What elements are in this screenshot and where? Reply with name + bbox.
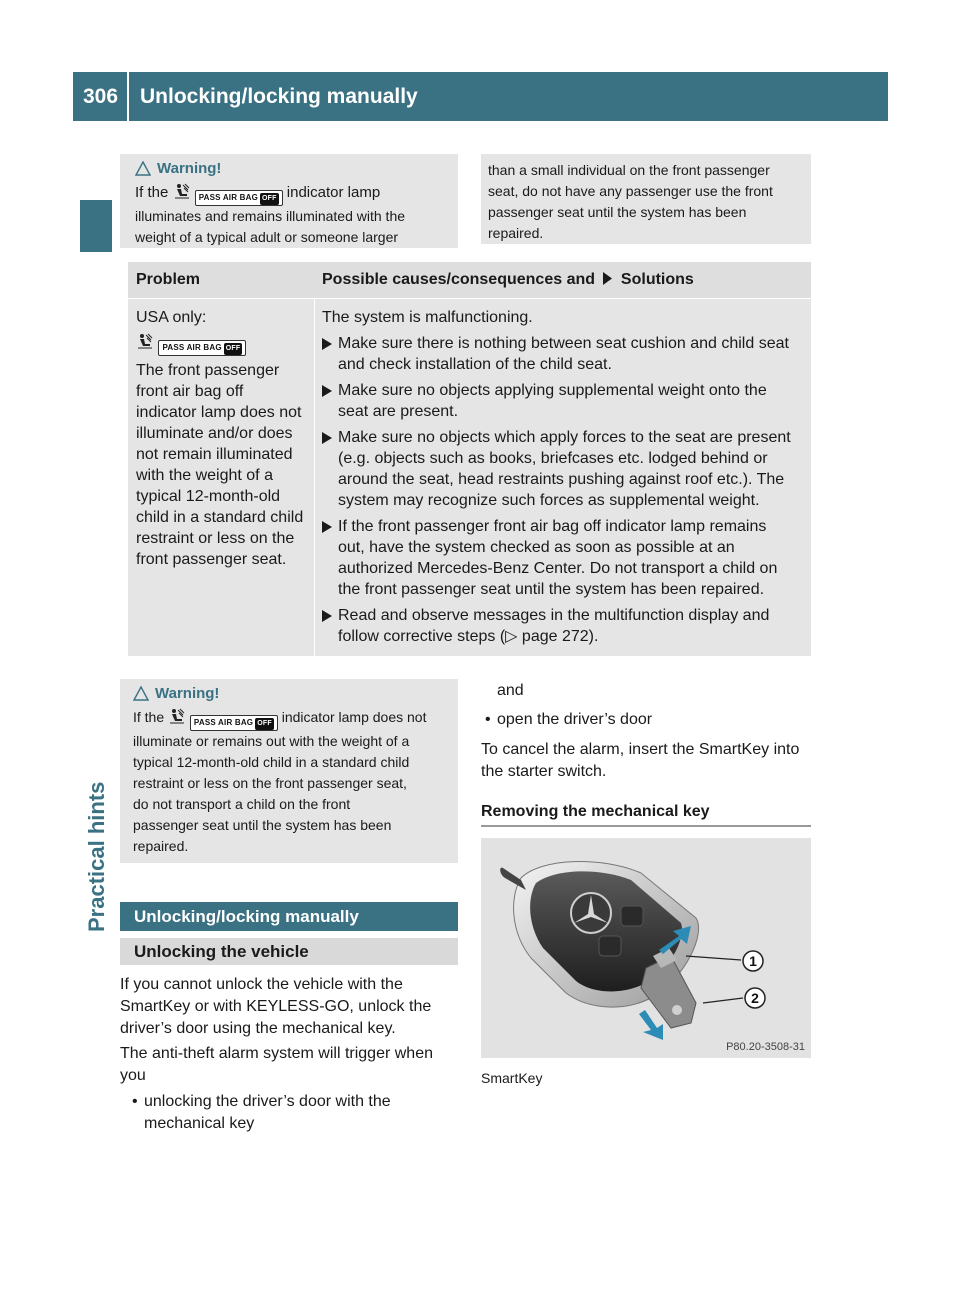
smartkey-figure [481,838,811,1058]
text-line: To cancel the alarm, insert the SmartKey into [481,741,800,758]
problem-line: The front passenger [136,362,280,379]
text-line: mechanical key [144,1115,255,1132]
subheading-removing-key: Removing the mechanical key [481,803,811,827]
badge-off: OFF [224,343,243,355]
problem-table [128,262,811,656]
section-heading: Unlocking/locking manually [120,902,458,931]
text-line: The anti-theft alarm system will trigger when [120,1045,433,1062]
action-arrow-icon [322,385,333,422]
problem-line: restraint or less on the [136,530,295,547]
figure-code: P80.20-3508-31 [726,1041,805,1053]
warning-line: repaired. [488,225,544,241]
page-title: Unlocking/locking manually [140,85,418,108]
paragraph-alarm [120,1043,465,1087]
problem-title: USA only: [136,309,207,326]
solution-line: out, have the system checked as soon as possible at an [338,539,735,556]
warning-box-2 [120,679,458,863]
solution-line: the front passenger seat until the system has been repaired. [338,581,765,598]
badge-off: OFF [260,193,279,205]
warning-line: passenger seat until the system has been [488,204,747,220]
airbag-seat-icon [136,333,154,350]
cause-text: The system is malfunctioning. [322,309,533,326]
warning-line: weight of a typical adult or someone larger [135,229,399,245]
warning-title [133,685,450,702]
warning-title-text: Warning! [155,685,220,702]
warning-box-1-continued [481,154,811,244]
problem-line: child in a standard child [136,509,304,526]
side-tab-label: Practical hints [84,781,109,932]
problem-description [136,360,314,570]
solution-line: (e.g. objects such as books, briefcases etc. lodged behind or [338,450,768,467]
solution-line: system may recognize such forces as supplemental weight. [338,492,760,509]
text-line: driver’s door using the mechanical key. [120,1020,396,1037]
indicator-icons [136,332,314,354]
solution-line: Make sure no objects which apply forces to the seat are present [338,429,791,446]
warning-box-1 [120,154,458,248]
problem-line: front passenger seat. [136,551,287,568]
text-line: SmartKey or with KEYLESS-GO, unlock the [120,998,432,1015]
action-arrow-icon [322,521,333,600]
pass-air-bag-off-icon [195,190,283,206]
action-arrow-icon [322,338,333,375]
paragraph-cancel-alarm [481,739,816,783]
text-line: open the driver’s door [497,711,653,728]
warning-body [133,707,450,857]
text-line: If you cannot unlock the vehicle with the [120,976,403,993]
badge-off: OFF [255,718,274,730]
bullet-item [132,1091,454,1135]
solution-step [322,427,805,511]
solution-line: authorized Mercedes-Benz Center. Do not transport a child on [338,560,778,577]
warning-line: seat, do not have any passenger use the front [488,183,773,199]
smartkey-illustration [481,838,811,1058]
column-header-solutions [322,262,694,298]
column-header-text: Solutions [620,271,694,288]
warning-line: repaired. [133,838,189,854]
warning-line: illuminate or remains out with the weight of a [133,733,410,749]
column-header-text: Possible causes/consequences and [322,271,596,288]
warning-triangle-icon [135,161,151,176]
solution-line: If the front passenger front air bag off indicator lamp remains [338,518,767,535]
text-and: and [497,682,524,699]
problem-line: indicator lamp does not [136,404,302,421]
solution-line: Read and observe messages in the multifunction display and [338,607,770,624]
solution-line: and check installation of the child seat. [338,356,612,373]
action-arrow-icon [322,610,333,647]
airbag-seat-icon [173,183,191,200]
page-reference-link[interactable]: follow corrective steps (▷ page 272). [338,628,599,645]
solution-step [322,333,805,375]
table-cell-problem [128,299,314,656]
header-divider [127,72,129,121]
callout-1-label: 1 [749,953,757,969]
warning-text: If the [133,709,165,725]
warning-body [135,182,448,248]
warning-title-text: Warning! [157,160,222,177]
problem-line: front air bag off [136,383,244,400]
warning-title [135,160,448,177]
solution-step [322,516,805,600]
warning-line: typical 12-month-old child in a standard child [133,754,410,770]
pass-air-bag-off-icon [190,715,278,731]
subsection-heading: Unlocking the vehicle [120,938,458,965]
solution-line: Make sure there is nothing between seat cushion and child seat [338,335,789,352]
solution-line: around the seat, head restraints pushing against roof etc.). The [338,471,785,488]
text-line: the starter switch. [481,763,607,780]
paragraph-unlock-intro [120,974,460,1040]
badge-text: PASS AIR BAG [198,193,258,202]
problem-line: not remain illuminated [136,446,293,463]
pass-air-bag-off-icon [158,340,246,356]
table-header [128,262,811,298]
text-line: you [120,1067,146,1084]
page-number: 306 [83,85,119,108]
action-arrow-icon [602,272,613,285]
warning-line: illuminates and remains illuminated with the [135,208,406,224]
solution-line: seat are present. [338,403,459,420]
badge-text: PASS AIR BAG [193,718,254,727]
text-line: unlocking the driver’s door with the [144,1093,391,1110]
column-header-problem: Problem [136,271,201,288]
callout-2-label: 2 [751,990,759,1006]
warning-text: indicator lamp does not [281,709,427,725]
warning-text: indicator lamp [286,184,381,201]
warning-triangle-icon [133,686,149,701]
solution-step [322,380,805,422]
bullet-item [485,709,807,731]
figure-caption: SmartKey [481,1070,543,1086]
problem-line: with the weight of a [136,467,273,484]
action-arrow-icon [322,432,333,511]
warning-line: restraint or less on the front passenger seat, [133,775,407,791]
table-cell-solutions [315,299,811,656]
bullet-glyph: • [485,711,491,728]
badge-text: PASS AIR BAG [162,343,222,352]
side-tab-marker [80,200,112,252]
warning-line: do not transport a child on the front [133,796,351,812]
bullet-glyph: • [132,1093,138,1110]
solution-line: Make sure no objects applying supplemental weight onto the [338,382,767,399]
problem-line: illuminate and/or does [136,425,293,442]
warning-line: passenger seat until the system has been [133,817,392,833]
warning-line: than a small individual on the front passenger [488,162,770,178]
solution-step [322,605,805,647]
warning-text: If the [135,184,169,201]
problem-line: typical 12-month-old [136,488,281,505]
airbag-seat-icon [168,708,186,725]
side-tab [82,592,112,932]
